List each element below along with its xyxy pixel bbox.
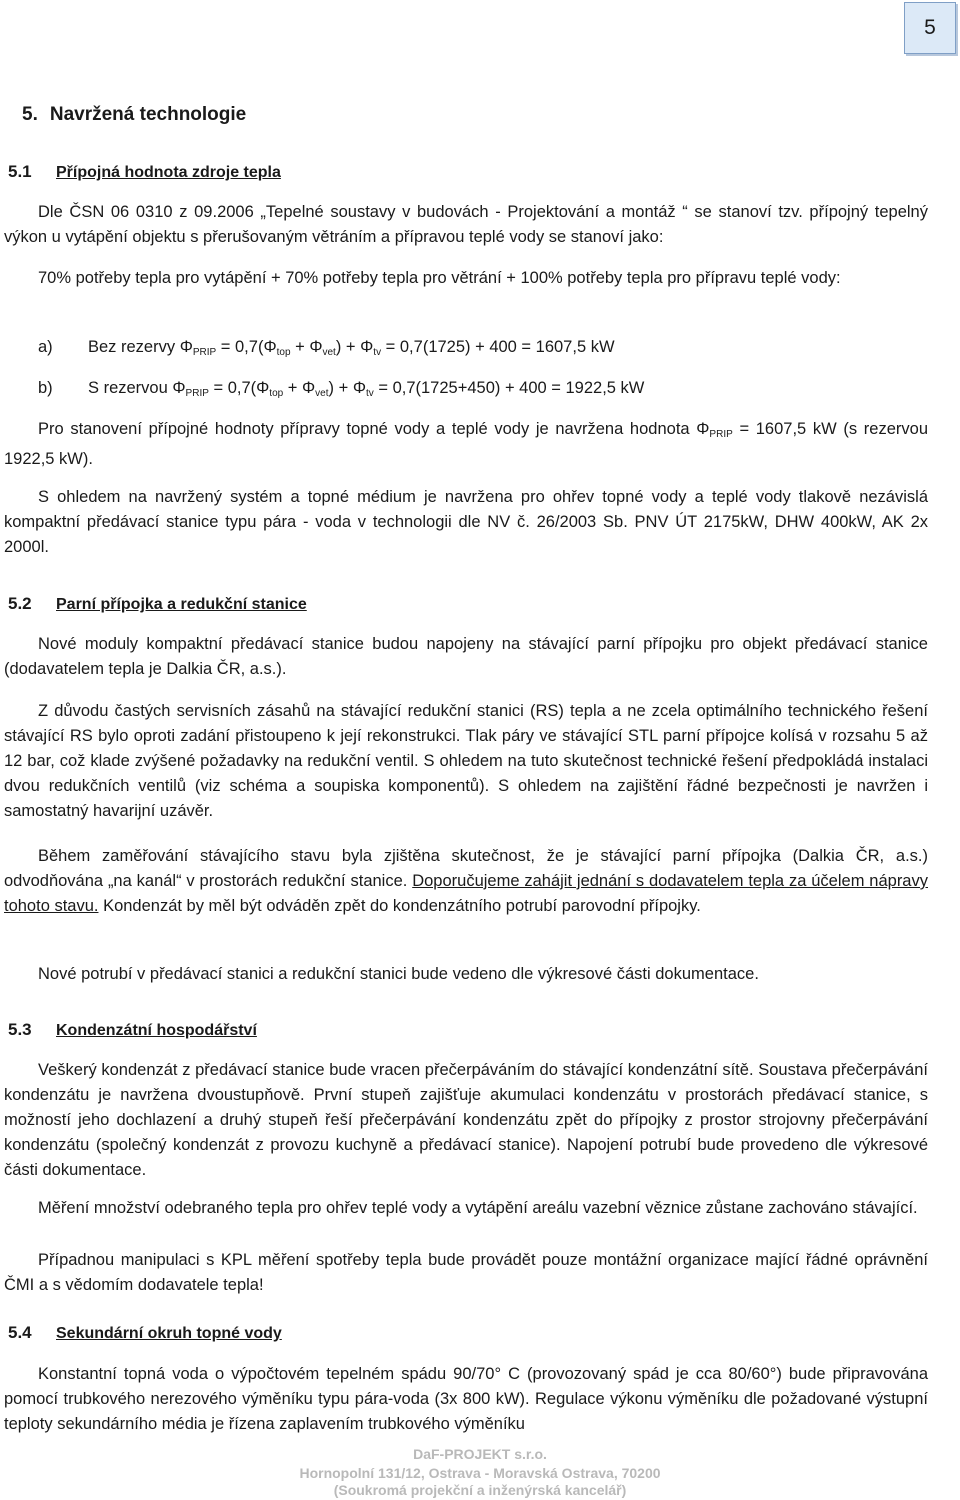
paragraph-result: [4, 417, 928, 472]
paragraph: Konstantní topná voda o výpočtovém tepelném spádu 90/70° C (provozovaný spád je cca 80/60°) bude připravována pomocí trubkového nerezového výměníku typu pára-voda (3x 800 kW). Regulace výkonu výměníku dle požadované výstupní teploty sekundárního média je řízena zaplavením trubkového výměníku: [4, 1365, 928, 1433]
formula-subscript: PRIP: [185, 388, 209, 399]
formula-subscript: tv: [365, 388, 374, 399]
paragraph: Případnou manipulaci s KPL měření spotřeby tepla bude provádět pouze montážní organizace mající řádné oprávnění ČMI a s vědomím dodavatele tepla!: [4, 1251, 928, 1294]
section-number: 5.4: [8, 1323, 32, 1342]
section-5-1-heading: [8, 162, 281, 182]
formula-subscript: vet: [315, 388, 329, 399]
section-5-3-heading: [8, 1020, 257, 1040]
paragraph: S ohledem na navržený systém a topné médium je navržena pro ohřev topné vody a teplé vody tlakově nezávislá kompaktní předávací stanice typu pára - voda v technologii dle NV č. 26/2003 Sb. PNV ÚT 2175kW, DHW 400kW, AK 2x 2000l.: [4, 488, 928, 556]
page-number: 5: [924, 16, 936, 39]
section-number: 5.3: [8, 1020, 32, 1039]
result-subscript: PRIP: [709, 429, 733, 440]
footer-company: DaF-PROJEKT s.r.o.: [413, 1446, 547, 1462]
paragraph: Měření množství odebraného tepla pro ohřev teplé vody a vytápění areálu vazební věznice zůstane zachováno stávající.: [38, 1199, 918, 1217]
formula-a: [38, 335, 615, 365]
formula-subscript: top: [276, 347, 291, 358]
formula-text: + Φ: [283, 379, 316, 397]
formula-text: ) + Φ: [335, 338, 374, 356]
result-text: = 1607,5 kW (s rezervou 1922,5 kW).: [4, 420, 928, 468]
paragraph: Nové potrubí v předávací stanici a redukční stanici bude vedeno dle výkresové části dokumentace.: [38, 965, 759, 983]
page-number-badge: [904, 2, 956, 54]
paragraph: Z důvodu častých servisních zásahů na stávající redukční stanici (RS) tepla a ne zcela optimálního technického řešení stávající RS bylo oproti zadání přistoupeno k její rekonstrukci. Tlak páry ve stávající STL parní přípojce kolísá v rozsahu 5 až 12 bar, což klade zvýšené požadavky na redukční ventil. S ohledem na tuto skutečnost technické řešení předpokládá instalaci dvou redukčních ventilů (viz schéma a soupiska komponentů). S ohledem na zajištění řádné bezpečnosti je navržen i samostatný havarijní uzávěr.: [4, 702, 928, 820]
formula-subscript: PRIP: [192, 347, 217, 358]
section-title: Kondenzátní hospodářství: [56, 1022, 257, 1039]
paragraph: Nové moduly kompaktní předávací stanice budou napojeny na stávající parní přípojku pro objekt předávací stanice (dodavatelem tepla je Dalkia ČR, a.s.).: [4, 635, 928, 678]
section-number: 5.: [22, 104, 38, 125]
footer-address: Hornopolní 131/12, Ostrava - Moravská Ostrava, 70200: [299, 1465, 661, 1481]
formula-text: = 0,7(Φ: [216, 338, 277, 356]
section-number: 5.2: [8, 594, 32, 613]
section-title: Sekundární okruh topné vody: [56, 1325, 282, 1342]
section-title: Navržená technologie: [49, 104, 247, 125]
formula-text: = 0,7(Φ: [208, 379, 270, 397]
paragraph-text: Během zaměřování stávajícího stavu byla zjištěna skutečnost, že je stávající parní přípojka (Dalkia ČR, a.s.) odvodňována „na kanál“ v prostorách redukční stanice.: [4, 847, 928, 890]
section-5-2-heading: [8, 594, 307, 614]
formula-text: = 0,7(1725) + 400 = 1607,5 kW: [381, 338, 615, 356]
formula-subscript: tv: [373, 347, 382, 358]
section-number: 5.1: [8, 162, 32, 181]
formula-text: Bez rezervy Φ: [88, 338, 193, 356]
formula-subscript: vet: [322, 347, 336, 358]
section-5-4-heading: [8, 1323, 282, 1343]
paragraph: Dle ČSN 06 0310 z 09.2006 „Tepelné soustavy v budovách - Projektování a montáž “ se stanoví tzv. přípojný tepelný výkon u vytápění objektu s přerušovaným větráním a přípravou teplé vody se stanoví jako:: [4, 203, 928, 246]
paragraph-text: Kondenzát by měl být odváděn zpět do kondenzátního potrubí parovodní přípojky.: [98, 897, 701, 915]
formula-label: b): [38, 379, 53, 397]
formula-text: ) + Φ: [328, 379, 366, 397]
section-5-heading: [22, 104, 246, 126]
formula-subscript: top: [269, 388, 284, 399]
formula-text: + Φ: [290, 338, 323, 356]
footer-note: (Soukromá projekční a inženýrská kancelář): [333, 1482, 627, 1498]
paragraph: [4, 844, 928, 919]
result-text: Pro stanovení přípojné hodnoty přípravy topné vody a teplé vody je navržena hodnota Φ: [38, 420, 710, 438]
section-title: Parní přípojka a redukční stanice: [56, 596, 307, 613]
formula-text: S rezervou Φ: [88, 379, 186, 397]
formula-text: = 0,7(1725+450) + 400 = 1922,5 kW: [373, 379, 645, 397]
paragraph: Veškerý kondenzát z předávací stanice bude vracen přečerpáváním do stávající kondenzátní sítě. Soustava přečerpávání kondenzátu je navržena dvoustupňově. První stupeň zajišťuje akumulaci kondenzátu v prostorách předávací stanice, s možností jeho dochlazení a druhý stupeň řeší přečerpávání kondenzátu zpět do přípojky z prostor strojovny přečerpávání kondenzátu (společný kondenzát z provozu kuchyně a předávací stanice). Napojení potrubí bude provedeno dle výkresové části dokumentace.: [4, 1061, 928, 1179]
paragraph: 70% potřeby tepla pro vytápění + 70% potřeby tepla pro větrání + 100% potřeby tepla pro přípravu teplé vody:: [38, 269, 841, 287]
section-title: Přípojná hodnota zdroje tepla: [56, 164, 281, 181]
recommendation-text: Doporučujeme zahájit jednání s dodavatelem tepla za účelem nápravy tohoto stavu.: [4, 872, 928, 915]
formula-b: [38, 376, 644, 406]
formula-label: a): [38, 338, 53, 356]
